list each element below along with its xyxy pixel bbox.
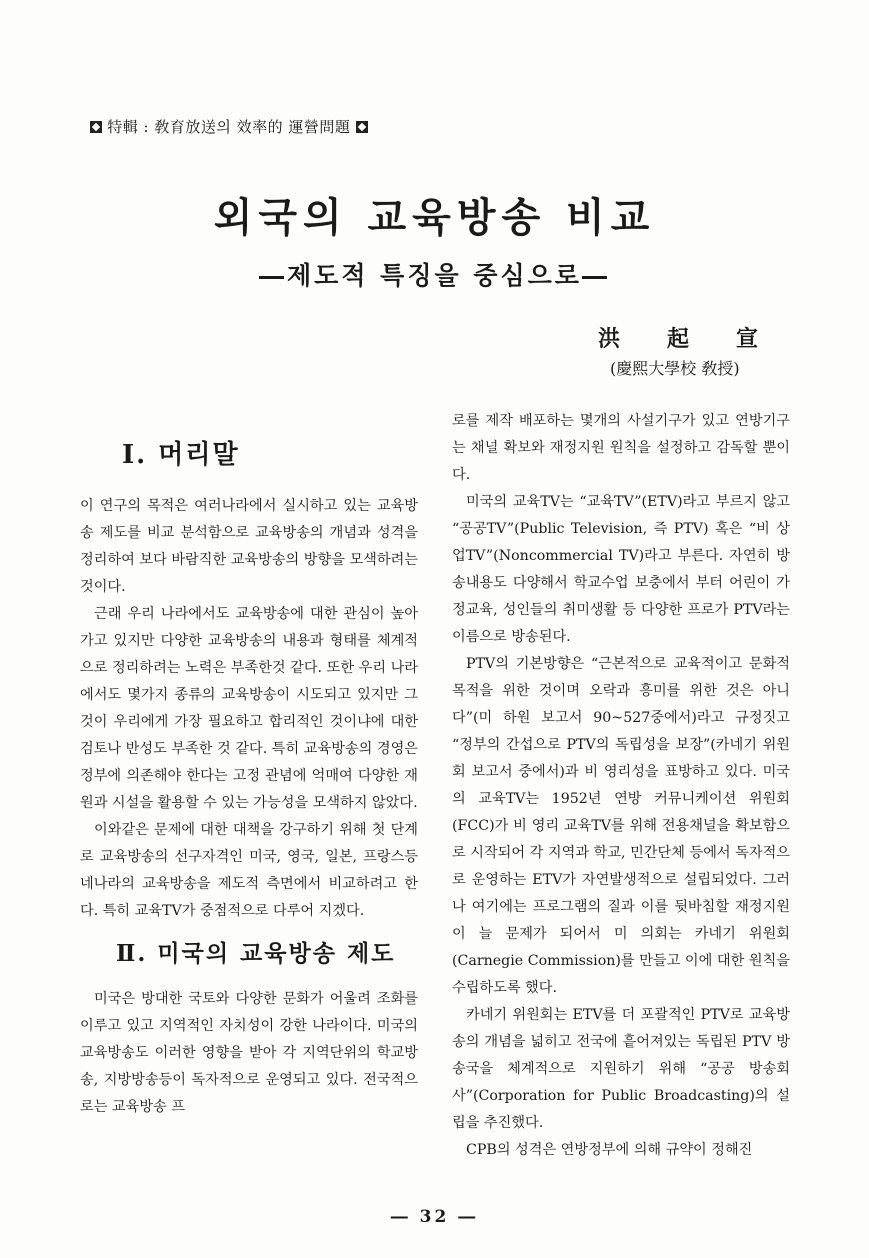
author-name: [598, 322, 758, 353]
section-heading: Ⅰ. 머리말: [122, 440, 240, 470]
article-subtitle: ―제도적 특징을 중심으로―: [259, 261, 610, 290]
paragraph: 이와같은 문제에 대한 대책을 강구하기 위해 첫 단계로 교육방송의 선구자격인 미국, 영국, 일본, 프랑스등 네나라의 교육방송을 제도적 측면에서 비교하려고 한다. 특히 교육TV가 중점적으로 다루어 지겠다.: [80, 822, 418, 919]
paragraph: 미국은 방대한 국토와 다양한 문화가 어울려 조화를 이루고 있고 지역적인 자치성이 강한 나라이다. 미국의 교육방송도 이러한 영향을 받아 각 지역단위의 학교방송, 지방방송등이 독자적으로 운영되고 있다. 전국적으로는 교육방송 프: [80, 991, 418, 1115]
square-bullet-icon: [90, 121, 102, 133]
paragraph: 로를 제작 배포하는 몇개의 사설기구가 있고 연방기구는 채널 확보와 재정지원 원칙을 설정하고 감독할 뿐이다.: [452, 413, 790, 483]
left-column: [80, 412, 418, 1121]
section-heading: Ⅱ. 미국의 교육방송 제도: [116, 940, 396, 967]
paragraph: PTV의 기본방향은 “근본적으로 교육적이고 문화적 목적을 위한 것이며 오락과 흥미를 위한 것은 아니다”(미 하원 보고서 90~527중에서)라고 규정짓고 “정부의 간섭으로 PTV의 독립성을 보장”(카네기 위원회 보고서 중에서)과 비 영리성을 표방하고 있다. 미국의 교육TV는 1952년 연방 커뮤니케이션 위원회(FCC)가 비 영리 교육TV를 위해 전용채널을 확보함으로 시작되어 각 지역과 학교, 민간단체 등에서 독자적으로 운영하는 ETV가 자연발생적으로 설립되었다. 그러나 여기에는 프로그램의 질과 이를 뒷바침할 재정지원이 늘 문제가 되어서 미 의회는 카네기 위원회(Carnegie Commission)를 만들고 이에 대한 원칙을 수립하도록 했다.: [452, 656, 790, 996]
author-affiliation: (慶熙大學校 敎授): [610, 359, 740, 378]
paragraph: 이 연구의 목적은 여러나라에서 실시하고 있는 교육방송 제도를 비교 분석함으로 교육방송의 개념과 성격을 정리하여 보다 바람직한 교육방송의 방향을 모색하려는 것이다.: [80, 498, 418, 595]
paragraph: 근래 우리 나라에서도 교육방송에 대한 관심이 높아가고 있지만 다양한 교육방송의 내용과 형태를 체계적으로 정리하려는 노력은 부족한것 같다. 또한 우리 나라에서도 몇가지 종류의 교육방송이 시도되고 있지만 그것이 우리에게 가장 필요하고 합리적인 것이냐에 대한 검토나 반성도 부족한 것 같다. 특히 교육방송의 경영은 정부에 의존해야 한다는 고정 관념에 억매여 다양한 재원과 시설을 활용할 수 있는 가능성을 모색하지 않았다.: [80, 606, 418, 811]
paragraph: 미국의 교육TV는 “교육TV”(ETV)라고 부르지 않고 “공공TV”(Public Television, 즉 PTV) 혹은 “비 상업TV”(Noncommercial TV)라고 부른다. 자연히 방송내용도 다양해서 학교수업 보충에서 부터 어린이 가정교육, 성인들의 취미생활 등 다양한 프로가 PTV라는 이름으로 방송된다.: [452, 494, 790, 645]
page-number: ― 32 ―: [390, 1207, 479, 1227]
right-column: [452, 408, 790, 1164]
article-title: 외국의 교육방송 비교: [213, 194, 656, 241]
special-feature-text: 特輯 : 敎育放送의 效率的 運營問題: [107, 118, 351, 136]
author-name-char: 宣: [735, 326, 758, 352]
paragraph: 카네기 위원회는 ETV를 더 포괄적인 PTV로 교육방송의 개념을 넓히고 전국에 흩어져있는 독립된 PTV 방송국을 체계적으로 지원하기 위해 “공공 방송회사”(Corporation for Public Broadcasting)의 설립을 추진했다.: [452, 1007, 790, 1131]
square-bullet-icon: [356, 121, 368, 133]
paragraph: CPB의 성격은 연방정부에 의해 규약이 정해진: [466, 1142, 753, 1158]
author-name-char: 起: [666, 326, 689, 352]
special-feature-label: [90, 116, 368, 137]
author-name-char: 洪: [598, 326, 621, 352]
